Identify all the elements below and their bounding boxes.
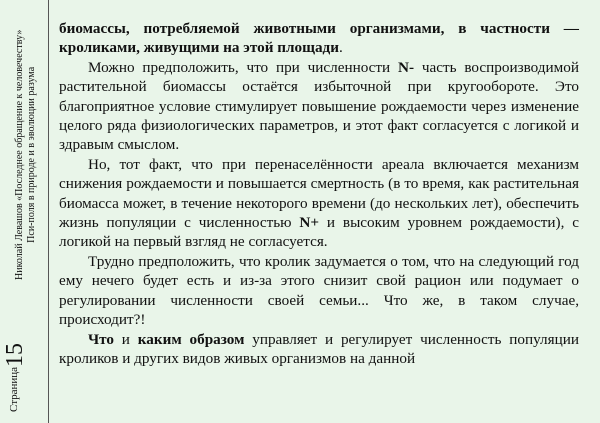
- text-segment: и: [114, 330, 138, 348]
- bold-text: Что: [88, 330, 114, 348]
- text-segment: управляет и регулирует численность популяции кроликов и других видов живых организмов на данной: [59, 330, 579, 367]
- text-segment: Но, тот факт, что при перенаселённости ареала включается механизм снижения рождаемости и повышается смертность (в то время, как растительная биомасса может, в течение некоторого времени (до нескольких лет), обеспечить жизнь популяции с численностью: [59, 155, 579, 232]
- page-number: 15: [2, 343, 28, 367]
- paragraph: [59, 58, 579, 155]
- text-segment: Трудно предположить, что кролик задумается о том, что на следующий год ему нечего будет есть и из-за этого снизит свой рацион или подумает о регулировании численности своей семьи... Что же, в таком случае, происходит?!: [59, 252, 579, 329]
- bold-text: каким образом: [137, 330, 245, 348]
- bold-text: N+: [299, 214, 319, 232]
- text-segment: Можно предположить, что при численности: [88, 58, 399, 76]
- running-head: [14, 30, 38, 280]
- bold-text: биомассы, потребляемой животными организмами, в частности — кроликами, живущими на этой площади: [59, 20, 579, 57]
- text-segment: часть воспроизводимой растительной биомассы остаётся избыточной при кругообороте. Это благоприятное условие стимулирует повышение рождаемости через изменение целого ряда физиологических параметров, и этот факт согласуется с логикой и здравым смыслом.: [59, 58, 579, 154]
- paragraph: [59, 252, 579, 330]
- page-sidebar: [0, 0, 50, 423]
- text-segment: и высоким уровнем рождаемости), с логикой на первый взгляд не согласуется.: [59, 214, 579, 251]
- running-head-line2: Пси-поля в природе и в эволюции разума: [26, 66, 37, 243]
- sidebar-divider: [48, 0, 49, 423]
- running-head-line1: Николай Левашов «Последнее обращение к человечеству»: [14, 29, 25, 280]
- page-label: Страница: [8, 366, 20, 412]
- body-text: [59, 19, 579, 368]
- paragraph: [59, 330, 579, 369]
- paragraph: [59, 19, 579, 58]
- text-segment: .: [339, 39, 343, 57]
- bold-text: N-: [398, 58, 415, 76]
- paragraph: [59, 155, 579, 252]
